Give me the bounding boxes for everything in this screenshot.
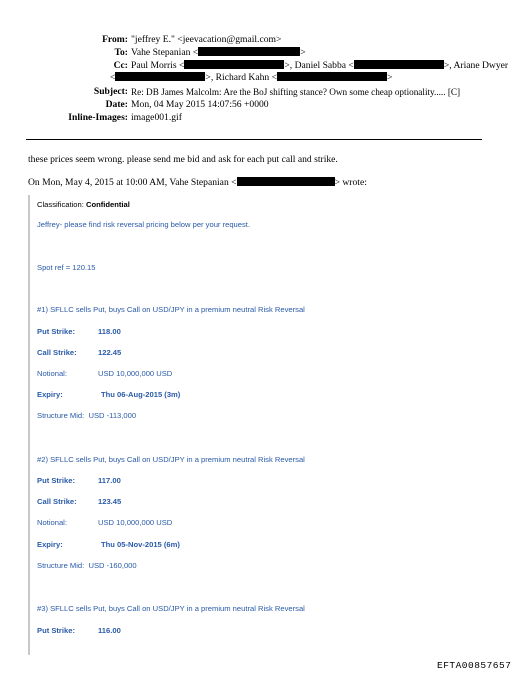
attribution-start: On Mon, May 4, 2015 at 10:00 AM, Vahe Stepanian < [28, 177, 237, 188]
expiry-label: Expiry: [37, 540, 63, 549]
call-strike-label: Call Strike: [37, 497, 77, 506]
redaction-bar [115, 72, 205, 81]
put-strike-label: Put Strike: [37, 327, 75, 336]
put-strike-value: 118.00 [98, 327, 121, 336]
header-divider [26, 139, 482, 140]
cc-name-kahn: >, Richard Kahn < [205, 72, 277, 83]
notional-value: USD 10,000,000 USD [98, 518, 173, 527]
date-value: Mon, 04 May 2015 14:07:56 +0000 [131, 99, 269, 110]
notional-value: USD 10,000,000 USD [98, 369, 173, 378]
cc-name-dwyer: >, Ariane Dwyer [443, 60, 509, 71]
to-name: Vahe Stepanian < [131, 47, 199, 58]
to-close: > [300, 47, 306, 58]
trade-title: #3) SFLLC sells Put, buys Call on USD/JPY in a premium neutral Risk Reversal [37, 604, 305, 613]
cc-close: > [387, 72, 393, 83]
inline-images-label: Inline-Images: [68, 112, 128, 123]
message-text: these prices seem wrong. please send me bid and ask for each put call and strike. [28, 154, 338, 165]
from-label: From: [102, 34, 128, 45]
notional-label: Notional: [37, 518, 67, 527]
inline-images-value: image001.gif [131, 112, 182, 123]
notional-label: Notional: [37, 369, 67, 378]
expiry-value: Thu 06-Aug-2015 (3m) [101, 390, 181, 399]
subject-value: Re: DB James Malcolm: Are the BoJ shifting stance? Own some cheap optionality..... [C] [131, 87, 461, 97]
from-value: "jeffrey E." <jeevacation@gmail.com> [131, 34, 282, 45]
classification-value: Confidential [85, 200, 130, 209]
structure-mid-value: USD -160,000 [88, 561, 137, 570]
cc-value-line1 [131, 60, 508, 72]
put-strike-label: Put Strike: [37, 476, 75, 485]
to-label: To: [114, 47, 128, 58]
put-strike-value: 116.00 [98, 626, 121, 635]
cc-name-morris: Paul Morris < [131, 60, 185, 71]
to-value [131, 47, 306, 59]
redaction-bar [198, 47, 300, 56]
redaction-bar [184, 60, 284, 69]
trade-title: #2) SFLLC sells Put, buys Call on USD/JPY in a premium neutral Risk Reversal [37, 455, 305, 464]
structure-mid-value: USD -113,000 [88, 411, 137, 420]
structure-mid-label: Structure Mid: [37, 561, 85, 570]
quote-bar [28, 195, 30, 655]
redaction-bar [354, 60, 444, 69]
put-strike-value: 117.00 [98, 476, 121, 485]
redaction-bar [237, 177, 335, 186]
structure-mid [37, 411, 136, 420]
call-strike-value: 122.45 [98, 348, 122, 357]
expiry-value: Thu 05-Nov-2015 (6m) [101, 540, 180, 549]
attribution-end: > wrote: [334, 177, 367, 188]
call-strike-value: 123.45 [98, 497, 122, 506]
cc-open: < [110, 72, 116, 83]
cc-name-sabba: >, Daniel Sabba < [284, 60, 354, 71]
redaction-bar [277, 72, 387, 81]
document-id: EFTA00857657 [437, 660, 512, 671]
spot-ref: Spot ref = 120.15 [37, 263, 96, 272]
cc-value-line2 [110, 72, 392, 84]
reply-attribution [28, 177, 367, 188]
trade-title: #1) SFLLC sells Put, buys Call on USD/JPY in a premium neutral Risk Reversal [37, 305, 305, 314]
put-strike-label: Put Strike: [37, 626, 75, 635]
call-strike-label: Call Strike: [37, 348, 77, 357]
classification-line [37, 200, 130, 209]
classification-label: Classification: [37, 200, 84, 209]
structure-mid-label: Structure Mid: [37, 411, 85, 420]
date-label: Date: [105, 99, 128, 110]
intro-text: Jeffrey- please find risk reversal pricing below per your request. [37, 220, 251, 229]
structure-mid [37, 561, 137, 570]
expiry-label: Expiry: [37, 390, 63, 399]
subject-label: Subject: [93, 86, 128, 97]
cc-label: Cc: [113, 60, 128, 71]
